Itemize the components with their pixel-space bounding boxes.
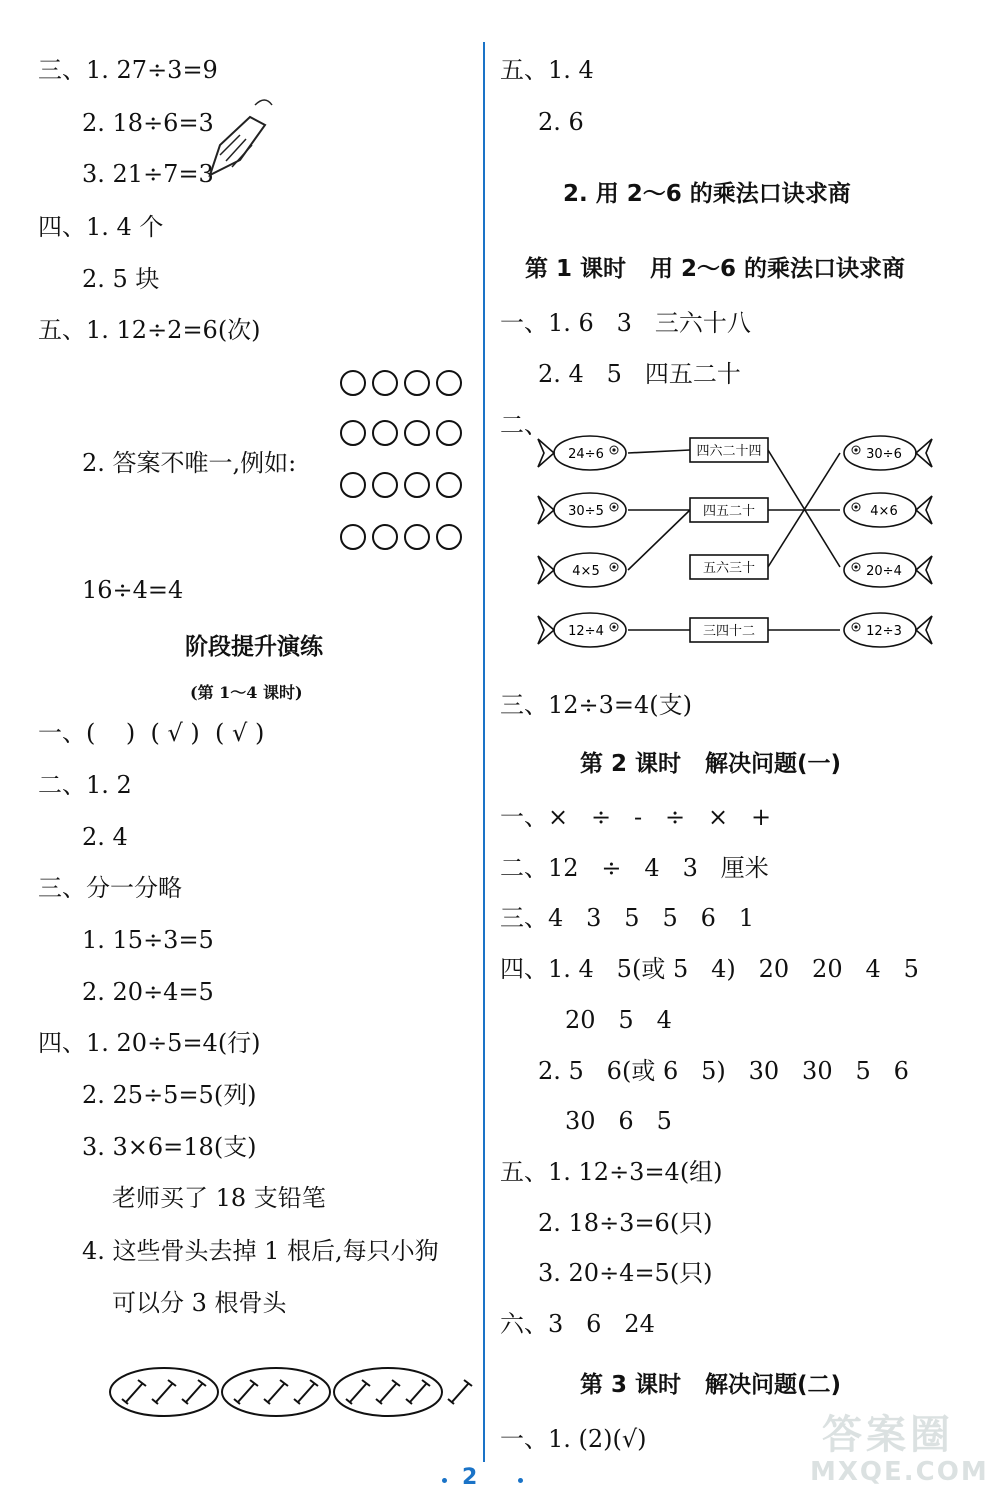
fish-left-3 xyxy=(538,553,626,587)
column-divider xyxy=(483,42,485,1462)
circle xyxy=(372,370,398,396)
answer-line: 老师买了 18 支铅笔 xyxy=(112,1184,326,1212)
decorative-dot xyxy=(518,1478,523,1483)
circle xyxy=(340,524,366,550)
answer-line: 2. 5 块 xyxy=(82,265,160,293)
circle-group xyxy=(340,420,462,446)
fish-right-4 xyxy=(844,613,932,647)
fish-label: 4×6 xyxy=(870,504,898,519)
lesson-title: 第 2 课时 解决问题(一) xyxy=(580,751,842,777)
answer-line: 16÷4=4 xyxy=(82,576,184,604)
answer-line: 4. 这些骨头去掉 1 根后,每只小狗 xyxy=(82,1237,439,1265)
circle-group xyxy=(340,472,462,498)
answer-line: 一、× ÷ - ÷ × + xyxy=(500,803,772,831)
answer-line: 五、1. 12÷2=6(次) xyxy=(38,316,261,344)
fish-matching-diagram xyxy=(530,425,940,665)
rhyme-box-label: 五六三十 xyxy=(702,561,756,576)
fish-label: 24÷6 xyxy=(568,447,604,462)
circle xyxy=(436,420,462,446)
answer-line: 一、( ) ( √ ) ( √ ) xyxy=(38,719,265,747)
decorative-dot xyxy=(442,1478,447,1483)
answer-line: 2. 18÷3=6(只) xyxy=(538,1209,713,1237)
fish-label: 12÷3 xyxy=(866,624,902,639)
circle xyxy=(404,420,430,446)
page-number: 2 xyxy=(462,1465,478,1490)
answer-line: 四、1. 4 5(或 5 4) 20 20 4 5 xyxy=(500,955,919,983)
circle xyxy=(372,472,398,498)
rhyme-box-label: 三四十二 xyxy=(702,624,756,639)
fish-right-2 xyxy=(844,493,932,527)
chapter-title: 2. 用 2～6 的乘法口诀求商 xyxy=(563,181,851,207)
answer-line: 可以分 3 根骨头 xyxy=(112,1289,287,1317)
fish-label: 12÷4 xyxy=(568,624,604,639)
rhyme-box-3 xyxy=(690,555,768,579)
fish-right-1 xyxy=(844,436,932,470)
fish-left-2 xyxy=(538,493,626,527)
answer-line: 三、1. 27÷3=9 xyxy=(38,56,218,84)
section-title: 阶段提升演练 xyxy=(185,634,323,660)
answer-line: 六、3 6 24 xyxy=(500,1310,655,1338)
answer-line: 三、12÷3=4(支) xyxy=(500,691,693,719)
bone-grouping-illustration xyxy=(108,1362,478,1422)
section-subtitle: (第 1～4 课时) xyxy=(190,683,303,702)
answer-line: 三、4 3 5 5 6 1 xyxy=(500,904,755,932)
answer-line: 3. 20÷4=5(只) xyxy=(538,1259,713,1287)
circle xyxy=(436,472,462,498)
answer-line: 30 6 5 xyxy=(565,1107,672,1135)
circle xyxy=(404,370,430,396)
answer-line: 2. 6 xyxy=(538,108,584,136)
answer-line: 四、1. 4 个 xyxy=(38,213,164,241)
circle xyxy=(340,370,366,396)
fish-label: 30÷6 xyxy=(866,447,902,462)
answer-line: 3. 21÷7=3 xyxy=(82,160,214,188)
answer-line: 2. 18÷6=3 xyxy=(82,109,214,137)
fish-label: 20÷4 xyxy=(866,564,902,579)
lesson-title: 第 3 课时 解决问题(二) xyxy=(580,1372,842,1398)
answer-line: 一、1. (2)(√) xyxy=(500,1425,647,1453)
answer-line: 五、1. 4 xyxy=(500,56,594,84)
answer-line: 2. 5 6(或 6 5) 30 30 5 6 xyxy=(538,1057,909,1085)
lesson-title: 第 1 课时 用 2～6 的乘法口诀求商 xyxy=(525,256,906,282)
answer-line: 2. 20÷4=5 xyxy=(82,978,214,1006)
answer-line: 二、12 ÷ 4 3 厘米 xyxy=(500,854,769,882)
fish-label: 4×5 xyxy=(572,564,600,579)
answer-line: 2. 答案不唯一,例如: xyxy=(82,449,297,477)
answer-line: 3. 3×6=18(支) xyxy=(82,1133,257,1161)
answer-line: 20 5 4 xyxy=(565,1006,672,1034)
fish-label: 30÷5 xyxy=(568,504,604,519)
circle xyxy=(340,472,366,498)
circle xyxy=(404,524,430,550)
circle xyxy=(404,472,430,498)
answer-line: 五、1. 12÷3=4(组) xyxy=(500,1158,723,1186)
circle xyxy=(372,524,398,550)
answer-line: 三、分一分略 xyxy=(38,874,182,902)
answer-line: 2. 4 xyxy=(82,823,128,851)
circle xyxy=(436,370,462,396)
answer-line: 2. 4 5 四五二十 xyxy=(538,360,741,388)
watermark-logo: 答案圈 MXQE.COM xyxy=(810,1412,989,1487)
answer-line: 二、 xyxy=(500,411,548,439)
answer-line: 二、1. 2 xyxy=(38,771,132,799)
circle-group xyxy=(340,370,462,396)
fish-left-1 xyxy=(538,436,626,470)
answer-line: 一、1. 6 3 三六十八 xyxy=(500,309,751,337)
circle xyxy=(372,420,398,446)
answer-line: 2. 25÷5=5(列) xyxy=(82,1081,257,1109)
fish-left-4 xyxy=(538,613,626,647)
rhyme-box-1 xyxy=(690,438,768,462)
rhyme-box-label: 四五二十 xyxy=(702,504,756,519)
answer-line: 1. 15÷3=5 xyxy=(82,926,214,954)
rhyme-box-2 xyxy=(690,498,768,522)
rhyme-box-4 xyxy=(690,618,768,642)
circle xyxy=(436,524,462,550)
circle xyxy=(340,420,366,446)
fish-right-3 xyxy=(844,553,932,587)
answer-line: 四、1. 20÷5=4(行) xyxy=(38,1029,261,1057)
circle-group xyxy=(340,524,462,550)
rhyme-box-label: 四六二十四 xyxy=(696,444,762,459)
sketch-drawing xyxy=(200,95,280,185)
